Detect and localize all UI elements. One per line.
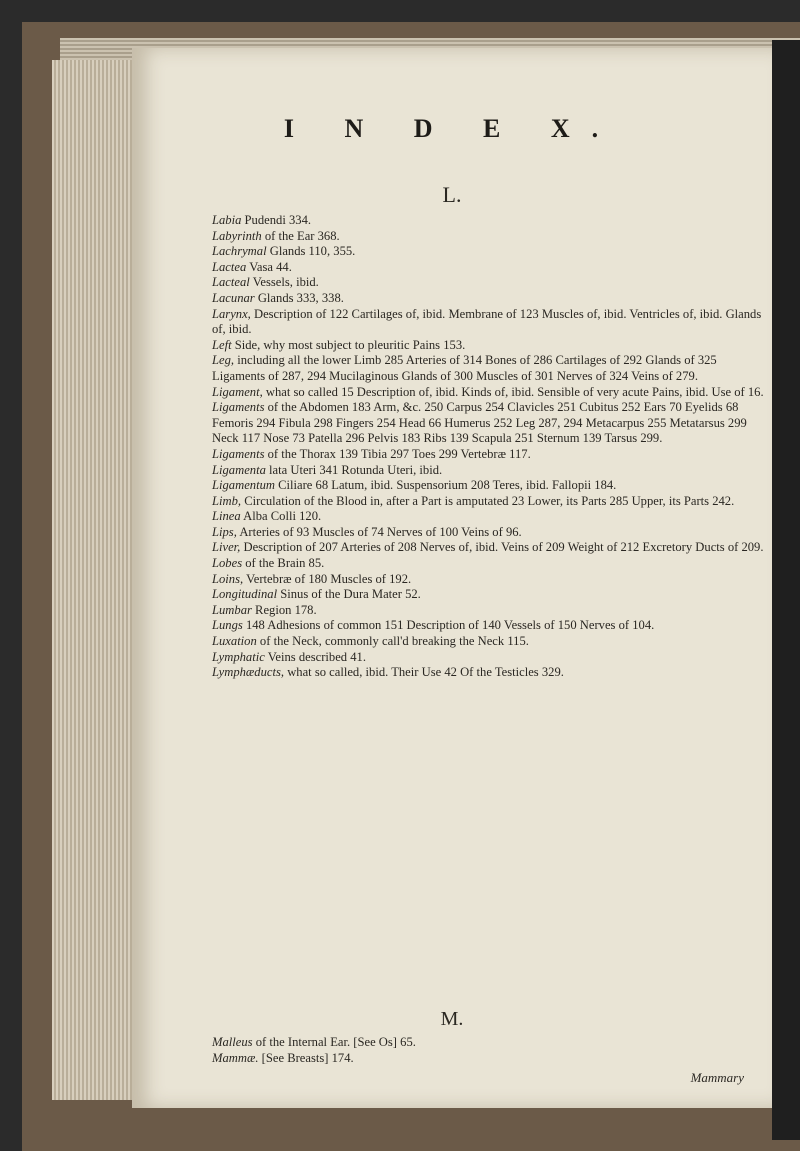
entry-text: Region 178. <box>251 602 317 617</box>
entry-text: Pudendi 334. <box>241 213 312 227</box>
entry-keyword: Lungs <box>212 618 243 633</box>
section-letter-l: L. <box>442 182 462 207</box>
index-entry <box>212 1034 768 1050</box>
entry-keyword: Left <box>212 337 232 352</box>
entry-keyword: Luxation <box>212 634 257 649</box>
entry-keyword: Longitudinal <box>212 587 278 602</box>
entry-keyword: Loins, <box>212 571 244 586</box>
entry-keyword: Lacteal <box>212 275 250 290</box>
index-entry <box>212 229 768 245</box>
page-header: I N D E X. <box>283 114 621 143</box>
index-entry <box>212 525 768 541</box>
index-entry <box>212 244 768 260</box>
entry-keyword: Lobes <box>212 556 243 571</box>
index-entries-m <box>212 1034 768 1066</box>
entry-text: Alba Colli 120. <box>240 509 322 524</box>
entry-keyword: Leg, <box>212 353 235 368</box>
entry-text: of the Thorax 139 Tibia 297 Toes 299 Vertebræ 117. <box>264 446 531 461</box>
index-entry <box>212 540 768 556</box>
section-letter-m: M. <box>440 1008 464 1030</box>
entry-keyword: Labyrinth <box>212 228 262 243</box>
entry-text: Vasa 44. <box>246 259 292 274</box>
index-entry <box>212 478 768 494</box>
index-entry <box>212 603 768 619</box>
index-page <box>132 48 772 1108</box>
entry-text: what so called 15 Description of, ibid. Kinds of, ibid. Sensible of very acute Pains, ibid. Use of 16. <box>262 384 764 399</box>
index-entry <box>212 509 768 525</box>
entry-keyword: Lactea <box>212 259 247 274</box>
entry-keyword: Larynx, <box>212 306 251 321</box>
index-entry <box>212 556 768 572</box>
page-fore-edge <box>52 60 132 1100</box>
entry-keyword: Limb, <box>212 493 242 508</box>
entry-text: Description of 122 Cartilages of, ibid. Membrane of 123 Muscles of, ibid. Ventricles of, ibid. Glands of, ibid. <box>212 306 762 337</box>
index-entry <box>212 307 768 338</box>
entry-keyword: Malleus <box>212 1035 253 1049</box>
catchword: Mammary <box>690 1070 744 1085</box>
index-entry <box>212 650 768 666</box>
entry-text: Circulation of the Blood in, after a Part is amputated 23 Lower, its Parts 285 Upper, its Parts 242. <box>241 493 735 508</box>
index-entry <box>212 463 768 479</box>
entry-text: Arteries of 93 Muscles of 74 Nerves of 100 Veins of 96. <box>236 524 522 539</box>
entry-text: Glands 110, 355. <box>266 244 356 259</box>
entry-keyword: Ligament, <box>212 384 263 399</box>
entry-keyword: Linea <box>212 509 241 524</box>
entry-text: lata Uteri 341 Rotunda Uteri, ibid. <box>265 462 443 477</box>
index-entry <box>212 618 768 634</box>
entry-keyword: Ligamenta <box>212 462 266 477</box>
entry-text: of the Abdomen 183 Arm, &c. 250 Carpus 254 Clavicles 251 Cubitus 252 Ears 70 Eyelids 68 Femoris 294 Fibula 298 Fingers 254 Head 66 Humerus 252 Leg 287, 294 Metacarpus 255 Metatarsus 299 Neck 117 Nose 73 Patella 296 Pelvis 183 Ribs 139 Scapula 251 Sternum 139 Tarsus 299. <box>212 400 747 446</box>
index-entry <box>212 353 768 384</box>
entry-keyword: Lymphæducts, <box>212 665 285 680</box>
entry-keyword: Lacunar <box>212 290 255 305</box>
index-entry <box>212 213 768 229</box>
index-entry <box>212 634 768 650</box>
index-entry <box>212 400 768 447</box>
index-entry <box>212 291 768 307</box>
index-entry <box>212 665 768 681</box>
entry-text: Description of 207 Arteries of 208 Nerves of, ibid. Veins of 209 Weight of 212 Excretory Ducts of 209. <box>240 540 764 555</box>
index-entry <box>212 338 768 354</box>
entry-keyword: Ligamentum <box>212 478 275 493</box>
index-entry <box>212 587 768 603</box>
entry-keyword: Ligaments <box>212 446 265 461</box>
entry-keyword: Ligaments <box>212 400 265 415</box>
index-entry <box>212 275 768 291</box>
index-entry <box>212 447 768 463</box>
entry-keyword: Lachrymal <box>212 244 267 259</box>
dark-margin <box>772 40 800 1140</box>
entry-text: of the Brain 85. <box>242 556 325 571</box>
index-entry <box>212 494 768 510</box>
entry-text: 148 Adhesions of common 151 Description of 140 Vessels of 150 Nerves of 104. <box>242 618 655 633</box>
entry-text: of the Neck, commonly call'd breaking the Neck 115. <box>256 634 529 649</box>
entry-text: Glands 333, 338. <box>254 290 344 305</box>
index-entry <box>212 260 768 276</box>
entry-text: Veins described 41. <box>264 649 366 664</box>
index-entry <box>212 572 768 588</box>
entry-text: what so called, ibid. Their Use 42 Of the Testicles 329. <box>284 665 564 680</box>
entry-keyword: Liver, <box>212 540 241 555</box>
entry-text: Ciliare 68 Latum, ibid. Suspensorium 208 Teres, ibid. Fallopii 184. <box>274 478 617 493</box>
entry-text: of the Internal Ear. [See Os] 65. <box>252 1035 416 1049</box>
index-entry <box>212 1050 768 1066</box>
entry-text: including all the lower Limb 285 Arteries of 314 Bones of 286 Cartilages of 292 Glands of 325 Ligaments of 287, 294 Mucilaginous Glands of 300 Muscles of 301 Nerves of 324 Veins of 279. <box>212 353 717 383</box>
index-entries-l <box>212 213 768 681</box>
entry-keyword: Lumbar <box>212 602 252 617</box>
entry-text: [See Breasts] 174. <box>258 1051 354 1065</box>
entry-text: Vertebræ of 180 Muscles of 192. <box>243 571 412 586</box>
entry-text: Sinus of the Dura Mater 52. <box>277 587 421 602</box>
entry-keyword: Mammæ. <box>212 1051 259 1065</box>
entry-keyword: Labia <box>212 213 242 227</box>
entry-keyword: Lips, <box>212 524 237 539</box>
entry-text: Vessels, ibid. <box>249 275 319 290</box>
entry-text: Side, why most subject to pleuritic Pains 153. <box>231 337 466 352</box>
index-entry <box>212 385 768 401</box>
entry-text: of the Ear 368. <box>261 228 340 243</box>
entry-keyword: Lymphatic <box>212 649 265 664</box>
